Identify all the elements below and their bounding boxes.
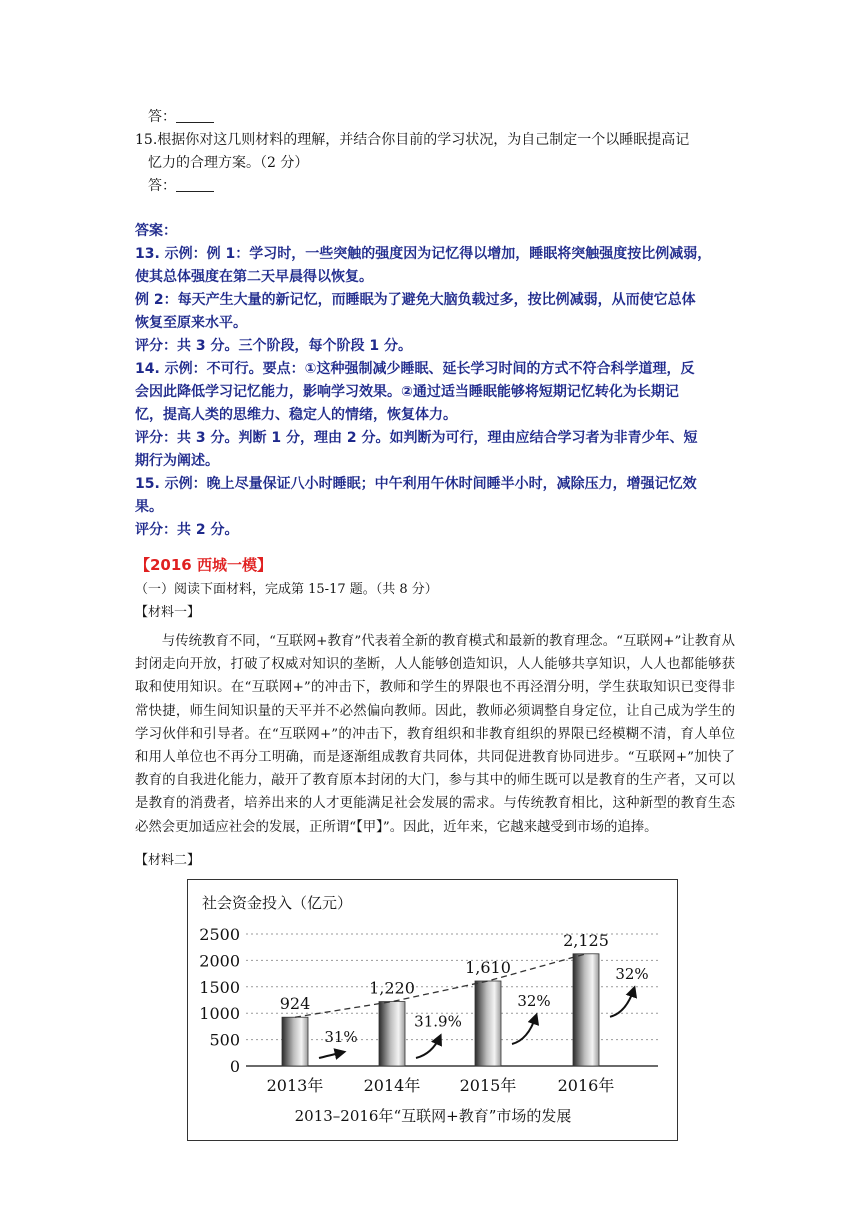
answer-line: 15. 示例：晚上尽量保证八小时睡眠；中午利用午休时间睡半小时，减除压力，增强记忆效 [135,476,697,492]
q15-prompt-line2: 忆力的合理方案。（2 分） [148,155,309,171]
bar [475,981,501,1066]
section-instruction: （一）阅读下面材料，完成第 15-17 题。（共 8 分） [135,582,438,597]
q15-prompt-line1: 15.根据你对这几则材料的理解，并结合你目前的学习状况，为自己制定一个以睡眠提高记 [135,132,690,148]
answer-line: 14. 示例：不可行。要点：①这种强制减少睡眠、延长学习时间的方式不符合科学道理，反 [135,361,695,377]
y-tick-label: 1000 [199,1004,240,1024]
answer-line: 评分：共 3 分。三个阶段，每个阶段 1 分。 [135,338,412,354]
chart-frame [187,879,678,1141]
material2-label: 【材料二】 [135,853,201,868]
y-tick-label: 0 [229,1057,240,1076]
x-tick-label: 2013年 [266,1076,324,1095]
y-tick-label: 500 [209,1030,240,1050]
y-tick-label: 2500 [199,925,240,944]
bar [379,1002,405,1066]
answers-title: 答案： [135,223,177,239]
section-title: 【2016 西城一模】 [135,556,272,574]
chart-title: 2013–2016年“互联网+教育”市场的发展 [294,1107,572,1125]
answer-line: 恢复至原来水平。 [135,315,247,331]
answer-line: 忆，提高人类的思维力、稳定人的情绪，恢复体力。 [135,407,457,423]
answer-line: 果。 [135,499,163,515]
growth-label: 31.9% [414,1012,462,1031]
answer-blank[interactable] [176,108,214,123]
bar [282,1017,308,1066]
answer-line: 评分：共 2 分。 [135,522,239,538]
bar [573,954,599,1066]
answer-line: 例 2：每天产生大量的新记忆，而睡眠为了避免大脑负载过多，按比例减弱，从而使它总体 [135,292,696,308]
growth-arrow [319,1052,343,1058]
q15-answer-line [148,176,214,196]
y-tick-label: 2000 [199,951,240,971]
growth-label: 32% [517,991,551,1010]
x-tick-label: 2016年 [557,1076,615,1095]
answer-blank[interactable] [176,177,214,192]
answer-line: 13. 示例：例 1：学习时，一些突触的强度因为记忆得以增加，睡眠将突触强度按比例减弱， [135,246,712,262]
answer-line: 评分：共 3 分。判断 1 分，理由 2 分。如判断为可行，理由应结合学习者为非青少年、短 [135,430,698,446]
bar-value-label: 924 [279,994,311,1014]
answer-line: 使其总体强度在第二天早晨得以恢复。 [135,269,373,285]
answer-label: 答： [148,109,176,125]
bar-value-label: 1,610 [465,957,511,977]
y-tick-label: 1500 [199,977,240,997]
growth-label: 31% [324,1028,358,1047]
answers-block [135,220,740,542]
x-tick-label: 2014年 [363,1076,421,1095]
bar-value-label: 2,125 [563,930,609,950]
q14-answer-line [148,107,214,127]
bar-value-label: 1,220 [369,978,415,998]
x-tick-label: 2015年 [459,1076,517,1095]
answer-label: 答： [148,178,176,194]
investment-chart [188,880,677,1140]
material1-label: 【材料一】 [135,605,201,620]
growth-label: 32% [615,964,649,983]
answer-line: 期行为阐述。 [135,453,219,469]
y-axis-label: 社会资金投入（亿元） [202,894,353,912]
growth-arrow [610,989,634,1017]
material1-paragraph: 与传统教育不同，“互联网+教育”代表着全新的教育模式和最新的教育理念。“互联网+”让教育从封闭走向开放，打破了权威对知识的垄断，人人能够创造知识，人人能够共享知识，人人也都能够获取和使用知识。在“互联网+”的冲击下，教师和学生的界限也不再泾渭分明，学生获取知识已变得非常快捷，师生间知识量的天平并不必然偏向教师。因此，教师必须调整自身定位，让自己成为学生的学习伙伴和引导者。在“互联网+”的冲击下，教育组织和非教育组织的界限已经模糊不清，育人单位和用人单位也不再分工明确，而是逐渐组成教育共同体，共同促进教育协同进步。“互联网+”加快了教育的自我进化能力，敲开了教育原本封闭的大门，参与其中的师生既可以是教育的生产者，又可以是教育的消费者，培养出来的人才更能满足社会发展的需求。与传统教育相比，这种新型的教育生态必然会更加适应社会的发展，正所谓“【甲】”。因此，近年来，它越来越受到市场的追捧。 [135,634,735,835]
answer-line: 会因此降低学习记忆能力，影响学习效果。②通过适当睡眠能够将短期记忆转化为长期记 [135,384,679,400]
